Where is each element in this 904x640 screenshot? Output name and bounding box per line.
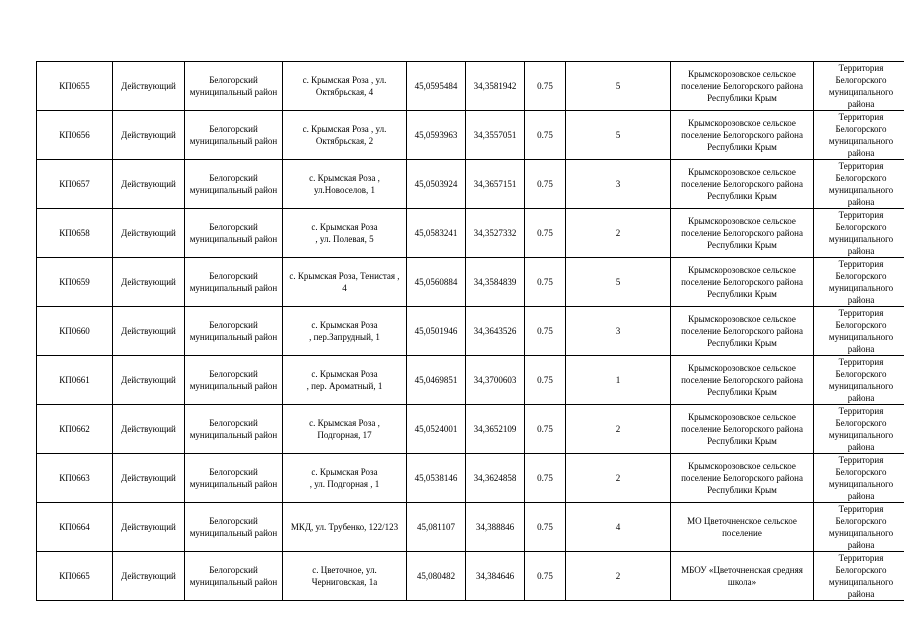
container-volume-cell-text: 0.75 — [537, 277, 553, 287]
territory-cell-text: Территория Белогорского муниципального района — [828, 553, 894, 599]
container-count-cell-text: 5 — [615, 81, 621, 91]
longitude-cell — [466, 356, 525, 405]
table-row — [37, 160, 904, 209]
container-volume-cell-text: 0.75 — [537, 179, 553, 189]
container-volume-cell — [525, 307, 566, 356]
address-cell-text: с. Цветочное, ул. Черниговская, 1а — [311, 565, 378, 587]
territory-cell-text: Территория Белогорского муниципального района — [828, 259, 894, 305]
address-cell-text: с. Крымская Роза , ул. Октябрьская, 4 — [302, 75, 387, 97]
status-cell — [113, 111, 185, 160]
container-volume-cell — [525, 405, 566, 454]
district-cell-text: Белогорский муниципальный район — [189, 467, 278, 489]
point-id-cell — [37, 405, 113, 454]
registry-table-body — [37, 62, 904, 601]
status-cell — [113, 62, 185, 111]
district-cell — [185, 454, 283, 503]
territory-cell-text: Территория Белогорского муниципального района — [828, 161, 894, 207]
container-volume-cell — [525, 258, 566, 307]
territory-cell-text: Территория Белогорского муниципального района — [828, 210, 894, 256]
point-id-cell-text: КП0660 — [59, 326, 90, 336]
latitude-cell-text: 45,080482 — [416, 571, 456, 581]
table-row — [37, 62, 904, 111]
district-cell — [185, 62, 283, 111]
longitude-cell — [466, 62, 525, 111]
container-volume-cell-text: 0.75 — [537, 130, 553, 140]
latitude-cell — [407, 160, 466, 209]
longitude-cell — [466, 258, 525, 307]
registry-table — [36, 61, 904, 601]
container-count-cell — [566, 111, 671, 160]
longitude-cell-text: 34,3557051 — [473, 130, 517, 140]
longitude-cell-text: 34,3652109 — [473, 424, 517, 434]
owner-cell-text: Крымскорозовское сельское поселение Белогорского района Республики Крым — [681, 461, 803, 495]
latitude-cell-text: 45,0538146 — [414, 473, 458, 483]
territory-cell-text: Территория Белогорского муниципального района — [828, 406, 894, 452]
latitude-cell — [407, 111, 466, 160]
territory-cell — [814, 160, 904, 209]
owner-cell-text: Крымскорозовское сельское поселение Белогорского района Республики Крым — [681, 118, 803, 152]
container-count-cell — [566, 503, 671, 552]
address-cell-text: МКД, ул. Трубенко, 122/123 — [290, 522, 399, 532]
longitude-cell — [466, 552, 525, 601]
latitude-cell-text: 45,0595484 — [414, 81, 458, 91]
point-id-cell — [37, 209, 113, 258]
owner-cell — [671, 307, 814, 356]
table-row — [37, 111, 904, 160]
longitude-cell — [466, 160, 525, 209]
longitude-cell-text: 34,3527332 — [473, 228, 517, 238]
owner-cell — [671, 160, 814, 209]
latitude-cell-text: 45,0503924 — [414, 179, 458, 189]
point-id-cell — [37, 356, 113, 405]
address-cell — [283, 258, 407, 307]
status-cell — [113, 405, 185, 454]
territory-cell-text: Территория Белогорского муниципального района — [828, 63, 894, 109]
district-cell-text: Белогорский муниципальный район — [189, 320, 278, 342]
district-cell-text: Белогорский муниципальный район — [189, 516, 278, 538]
container-count-cell — [566, 62, 671, 111]
latitude-cell — [407, 258, 466, 307]
status-cell — [113, 209, 185, 258]
container-volume-cell-text: 0.75 — [537, 571, 553, 581]
point-id-cell-text: КП0662 — [59, 424, 90, 434]
owner-cell — [671, 405, 814, 454]
container-volume-cell — [525, 160, 566, 209]
table-row — [37, 405, 904, 454]
address-cell-text: с. Крымская Роза , ул.Новоселов, 1 — [309, 173, 380, 195]
longitude-cell — [466, 209, 525, 258]
latitude-cell-text: 45,0524001 — [414, 424, 458, 434]
container-volume-cell — [525, 356, 566, 405]
container-count-cell-text: 2 — [615, 571, 621, 581]
address-cell-text: с. Крымская Роза , пер. Ароматный, 1 — [306, 369, 383, 391]
longitude-cell — [466, 111, 525, 160]
longitude-cell-text: 34,3657151 — [473, 179, 517, 189]
territory-cell — [814, 552, 904, 601]
container-volume-cell — [525, 503, 566, 552]
owner-cell-text: МБОУ «Цветочненская средняя школа» — [681, 565, 803, 587]
district-cell-text: Белогорский муниципальный район — [189, 124, 278, 146]
address-cell-text: с. Крымская Роза , ул. Октябрьская, 2 — [302, 124, 387, 146]
status-cell — [113, 258, 185, 307]
latitude-cell-text: 45,0593963 — [414, 130, 458, 140]
owner-cell — [671, 454, 814, 503]
container-volume-cell-text: 0.75 — [537, 326, 553, 336]
territory-cell — [814, 111, 904, 160]
longitude-cell — [466, 405, 525, 454]
district-cell — [185, 307, 283, 356]
status-cell-text: Действующий — [121, 228, 176, 238]
territory-cell-text: Территория Белогорского муниципального района — [828, 308, 894, 354]
container-count-cell-text: 1 — [615, 375, 621, 385]
point-id-cell — [37, 454, 113, 503]
container-volume-cell-text: 0.75 — [537, 375, 553, 385]
address-cell-text: с. Крымская Роза, Тенистая , 4 — [289, 271, 400, 293]
container-count-cell — [566, 552, 671, 601]
address-cell — [283, 405, 407, 454]
territory-cell — [814, 454, 904, 503]
district-cell — [185, 405, 283, 454]
district-cell — [185, 111, 283, 160]
point-id-cell-text: КП0655 — [59, 81, 90, 91]
container-volume-cell-text: 0.75 — [537, 81, 553, 91]
table-row — [37, 209, 904, 258]
latitude-cell — [407, 503, 466, 552]
container-count-cell-text: 3 — [615, 179, 621, 189]
address-cell-text: с. Крымская Роза , ул. Полевая, 5 — [311, 222, 378, 244]
territory-cell — [814, 258, 904, 307]
container-count-cell — [566, 160, 671, 209]
longitude-cell — [466, 503, 525, 552]
address-cell — [283, 307, 407, 356]
status-cell-text: Действующий — [121, 375, 176, 385]
table-row — [37, 356, 904, 405]
owner-cell-text: Крымскорозовское сельское поселение Белогорского района Республики Крым — [681, 412, 803, 446]
table-row — [37, 552, 904, 601]
container-volume-cell-text: 0.75 — [537, 522, 553, 532]
longitude-cell-text: 34,3584839 — [473, 277, 517, 287]
container-volume-cell — [525, 62, 566, 111]
status-cell-text: Действующий — [121, 130, 176, 140]
longitude-cell-text: 34,3643526 — [473, 326, 517, 336]
status-cell-text: Действующий — [121, 277, 176, 287]
district-cell — [185, 160, 283, 209]
container-volume-cell-text: 0.75 — [537, 473, 553, 483]
point-id-cell — [37, 258, 113, 307]
container-count-cell-text: 2 — [615, 228, 621, 238]
address-cell — [283, 503, 407, 552]
status-cell-text: Действующий — [121, 179, 176, 189]
status-cell — [113, 454, 185, 503]
territory-cell — [814, 503, 904, 552]
point-id-cell-text: КП0664 — [59, 522, 90, 532]
point-id-cell-text: КП0659 — [59, 277, 90, 287]
territory-cell — [814, 62, 904, 111]
district-cell-text: Белогорский муниципальный район — [189, 418, 278, 440]
address-cell — [283, 209, 407, 258]
container-count-cell-text: 3 — [615, 326, 621, 336]
latitude-cell-text: 45,081107 — [417, 522, 455, 532]
owner-cell — [671, 62, 814, 111]
district-cell-text: Белогорский муниципальный район — [189, 222, 278, 244]
status-cell-text: Действующий — [121, 81, 176, 91]
district-cell — [185, 552, 283, 601]
owner-cell — [671, 503, 814, 552]
status-cell-text: Действующий — [121, 522, 176, 532]
latitude-cell — [407, 307, 466, 356]
address-cell-text: с. Крымская Роза , пер.Запрудный, 1 — [309, 320, 380, 342]
owner-cell-text: Крымскорозовское сельское поселение Белогорского района Республики Крым — [681, 314, 803, 348]
point-id-cell — [37, 111, 113, 160]
owner-cell — [671, 356, 814, 405]
container-volume-cell-text: 0.75 — [537, 228, 553, 238]
container-count-cell-text: 2 — [615, 424, 621, 434]
container-volume-cell — [525, 209, 566, 258]
container-count-cell — [566, 405, 671, 454]
latitude-cell — [407, 62, 466, 111]
address-cell — [283, 111, 407, 160]
point-id-cell-text: КП0665 — [59, 571, 90, 581]
table-row — [37, 258, 904, 307]
container-count-cell-text: 5 — [615, 130, 621, 140]
owner-cell — [671, 111, 814, 160]
container-count-cell — [566, 209, 671, 258]
territory-cell — [814, 209, 904, 258]
status-cell-text: Действующий — [121, 571, 176, 581]
longitude-cell — [466, 454, 525, 503]
owner-cell — [671, 552, 814, 601]
container-count-cell — [566, 356, 671, 405]
owner-cell-text: Крымскорозовское сельское поселение Белогорского района Республики Крым — [681, 69, 803, 103]
longitude-cell-text: 34,384646 — [475, 571, 515, 581]
container-count-cell-text: 4 — [615, 522, 621, 532]
point-id-cell — [37, 62, 113, 111]
container-volume-cell — [525, 552, 566, 601]
owner-cell-text: Крымскорозовское сельское поселение Белогорского района Республики Крым — [681, 363, 803, 397]
district-cell-text: Белогорский муниципальный район — [189, 173, 278, 195]
latitude-cell-text: 45,0583241 — [414, 228, 458, 238]
owner-cell-text: МО Цветочненское сельское поселение — [687, 516, 797, 538]
address-cell — [283, 356, 407, 405]
status-cell-text: Действующий — [121, 326, 176, 336]
latitude-cell-text: 45,0469851 — [414, 375, 458, 385]
point-id-cell-text: КП0658 — [59, 228, 90, 238]
point-id-cell — [37, 307, 113, 356]
district-cell-text: Белогорский муниципальный район — [189, 75, 278, 97]
latitude-cell — [407, 405, 466, 454]
status-cell — [113, 356, 185, 405]
status-cell — [113, 160, 185, 209]
district-cell-text: Белогорский муниципальный район — [189, 565, 278, 587]
longitude-cell-text: 34,3624858 — [473, 473, 517, 483]
latitude-cell-text: 45,0501946 — [414, 326, 458, 336]
status-cell-text: Действующий — [121, 424, 176, 434]
address-cell — [283, 160, 407, 209]
latitude-cell — [407, 209, 466, 258]
container-count-cell — [566, 454, 671, 503]
district-cell — [185, 258, 283, 307]
district-cell — [185, 356, 283, 405]
address-cell — [283, 454, 407, 503]
container-count-cell-text: 5 — [615, 277, 621, 287]
table-row — [37, 307, 904, 356]
point-id-cell — [37, 160, 113, 209]
territory-cell — [814, 307, 904, 356]
container-count-cell-text: 2 — [615, 473, 621, 483]
point-id-cell-text: КП0656 — [59, 130, 90, 140]
longitude-cell-text: 34,388846 — [475, 522, 515, 532]
status-cell — [113, 503, 185, 552]
owner-cell-text: Крымскорозовское сельское поселение Белогорского района Республики Крым — [681, 216, 803, 250]
territory-cell-text: Территория Белогорского муниципального района — [828, 357, 894, 403]
territory-cell-text: Территория Белогорского муниципального района — [828, 112, 894, 158]
point-id-cell-text: КП0663 — [59, 473, 90, 483]
table-row — [37, 503, 904, 552]
district-cell — [185, 209, 283, 258]
point-id-cell — [37, 503, 113, 552]
container-count-cell — [566, 307, 671, 356]
district-cell-text: Белогорский муниципальный район — [189, 271, 278, 293]
status-cell — [113, 552, 185, 601]
owner-cell — [671, 258, 814, 307]
territory-cell — [814, 405, 904, 454]
container-count-cell — [566, 258, 671, 307]
address-cell — [283, 62, 407, 111]
territory-cell-text: Территория Белогорского муниципального района — [828, 455, 894, 501]
longitude-cell-text: 34,3700603 — [473, 375, 517, 385]
status-cell-text: Действующий — [121, 473, 176, 483]
point-id-cell-text: КП0661 — [59, 375, 90, 385]
longitude-cell-text: 34,3581942 — [473, 81, 517, 91]
latitude-cell — [407, 356, 466, 405]
point-id-cell-text: КП0657 — [59, 179, 90, 189]
latitude-cell — [407, 454, 466, 503]
table-row — [37, 454, 904, 503]
container-volume-cell-text: 0.75 — [537, 424, 553, 434]
territory-cell — [814, 356, 904, 405]
status-cell — [113, 307, 185, 356]
address-cell-text: с. Крымская Роза , Подгорная, 17 — [309, 418, 380, 440]
container-volume-cell — [525, 111, 566, 160]
longitude-cell — [466, 307, 525, 356]
owner-cell-text: Крымскорозовское сельское поселение Белогорского района Республики Крым — [681, 265, 803, 299]
address-cell-text: с. Крымская Роза , ул. Подгорная , 1 — [309, 467, 380, 489]
latitude-cell — [407, 552, 466, 601]
district-cell — [185, 503, 283, 552]
container-volume-cell — [525, 454, 566, 503]
latitude-cell-text: 45,0560884 — [414, 277, 458, 287]
territory-cell-text: Территория Белогорского муниципального района — [828, 504, 894, 550]
owner-cell — [671, 209, 814, 258]
point-id-cell — [37, 552, 113, 601]
owner-cell-text: Крымскорозовское сельское поселение Белогорского района Республики Крым — [681, 167, 803, 201]
address-cell — [283, 552, 407, 601]
district-cell-text: Белогорский муниципальный район — [189, 369, 278, 391]
